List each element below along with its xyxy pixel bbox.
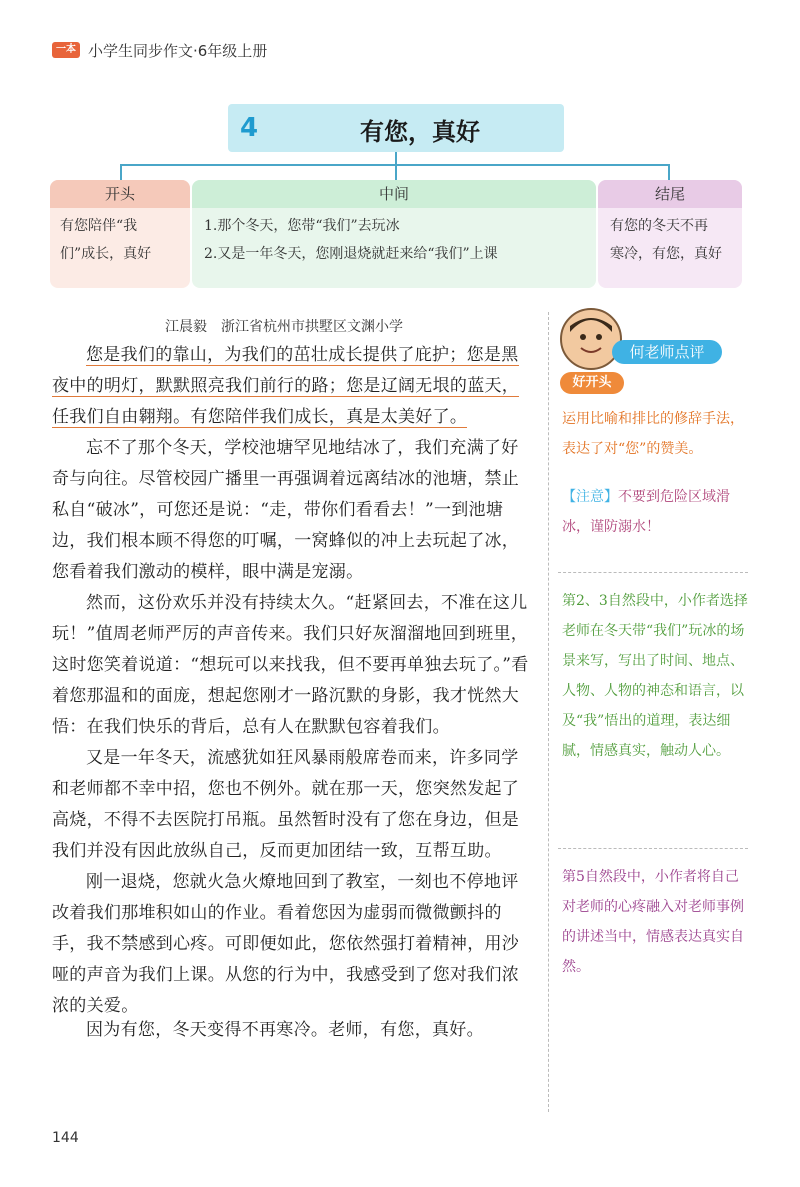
warning-label: 【注意】	[562, 489, 618, 505]
essay-title: 有您，真好	[360, 117, 480, 146]
outline-start-label: 开头	[50, 180, 190, 208]
essay-paragraph-6: 因为有您，冬天变得不再寒冷。老师，有您，真好。	[86, 1020, 484, 1040]
comment-paragraph-5: 第5自然段中，小作者将自己对老师的心疼融入对老师事例的讲述当中，情感表达真实自然。	[562, 869, 744, 975]
essay-paragraph-2: 忘不了那个冬天，学校池塘罕见地结冰了，我们充满了好奇与向往。尽管校园广播里一再强调着远离结冰的池塘，禁止私自“破冰”，可您还是说：“走，带你们看看去！”一到池塘边，我们根本顾不得您的叮嘱，一窝蜂似的冲上去玩起了冰，您看着我们激动的模样，眼中满是宠溺。	[52, 438, 520, 582]
outline-start-line: 们”成长，真好	[60, 246, 152, 262]
sidebar-separator	[558, 572, 748, 573]
comment-paragraph-2-3: 第2、3自然段中，小作者选择老师在冬天带“我们”玩冰的场景来写，写出了时间、地点、人物、人物的神态和语言，以及“我”悟出的道理，表达细腻，情感真实，触动人心。	[562, 593, 748, 759]
outline-end-line: 有您的冬天不再	[610, 218, 708, 234]
essay-paragraph-4: 又是一年冬天，流感犹如狂风暴雨般席卷而来，许多同学和老师都不幸中招，您也不例外。就在那一天，您突然发起了高烧，不得不去医院打吊瓶。虽然暂时没有了您在身边，但是我们并没有因此放纵自己，反而更加团结一致，互帮互助。	[52, 748, 520, 861]
connector-line	[395, 164, 397, 180]
connector-line	[668, 164, 670, 180]
good-opening-tag: 好开头	[560, 372, 624, 394]
outline-end	[598, 180, 742, 288]
outline-middle	[192, 180, 596, 288]
author-line: 江晨毅 浙江省杭州市拱墅区文渊小学	[165, 319, 403, 335]
outline-middle-line: 1.那个冬天，您带“我们”去玩冰	[204, 218, 400, 234]
comment-opening: 运用比喻和排比的修辞手法，表达了对“您”的赞美。	[562, 411, 744, 457]
outline-end-line: 寒冷，有您，真好	[610, 246, 722, 262]
outline-start-line: 有您陪伴“我	[60, 218, 138, 234]
connector-line	[120, 164, 122, 180]
essay-paragraph-5: 刚一退烧，您就火急火燎地回到了教室，一刻也不停地评改着我们那堆积如山的作业。看着您因为虚弱而微微颤抖的手，我不禁感到心疼。可即便如此，您依然强打着精神，用沙哑的声音为我们上课。从您的行为中，我感受到了您对我们浓浓的关爱。	[52, 872, 520, 1016]
book-title: 小学生同步作文·6年级上册	[88, 42, 268, 60]
outline-middle-line: 2.又是一年冬天，您刚退烧就赶来给“我们”上课	[204, 246, 498, 262]
page-number: 144	[52, 1130, 79, 1146]
essay-paragraph-1	[52, 340, 530, 433]
warning-note	[562, 482, 752, 542]
warning-text: 不要到危险区域滑冰，谨防溺水！	[562, 489, 730, 535]
lesson-number: 4	[240, 113, 259, 143]
outline-start	[50, 180, 190, 288]
essay-paragraph-3: 然而，这份欢乐并没有持续太久。“赶紧回去，不准在这儿玩！”值周老师严厉的声音传来。我们只好灰溜溜地回到班里，这时您笑着说道：“想玩可以来找我，但不要再单独去玩了。”看着您那温和的面庞，想起您刚才一路沉默的身影，我才恍然大悟：在我们快乐的背后，总有人在默默包容着我们。	[52, 593, 529, 737]
outline-middle-label: 中间	[192, 180, 596, 208]
teacher-comment-label: 何老师点评	[612, 340, 722, 364]
sidebar-separator	[558, 848, 748, 849]
sidebar-divider	[548, 312, 549, 1112]
brand-logo: 一本	[52, 42, 80, 58]
essay-paragraph-text: 您是我们的靠山，为我们的茁壮成长提供了庇护；您是黑夜中的明灯，默默照亮我们前行的路；您是辽阔无垠的蓝天，任我们自由翱翔。有您陪伴我们成长，真是太美好了。	[52, 345, 520, 427]
teacher-avatar	[560, 308, 622, 370]
outline-end-label: 结尾	[598, 180, 742, 208]
